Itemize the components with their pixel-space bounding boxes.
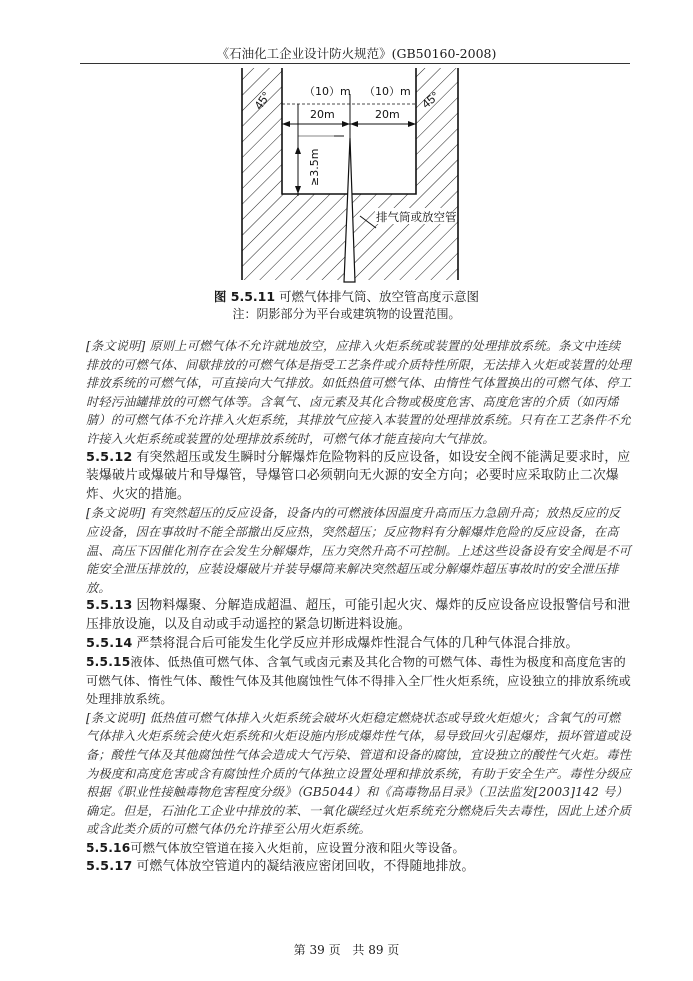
explanation-paragraph: [条文说明] 低热值可燃气体排入火炬系统会破坏火炬稳定燃烧状态或导致火炬熄火；含氧气的可燃气体排入火炬系统会使火炬系统和火炬设施内形成爆炸性气体，易导致回火引起爆炸，损坏管道或设备；酸性气体及其他腐蚀性气体会造成大气污染、管道和设备的腐蚀，宜设独立的酸性气火炬。毒性为极度和高度危害或含有腐蚀性介质的气体独立设置处理和排放系统，有助于安全生产。毒性分级应根据《职业性接触毒物危害程度分级》（GB5044）和《高毒物品目录》（卫法监发[2003]142 号）确定。但是，石油化工企业中排放的苯、一氧化碳经过火炬系统充分燃烧后失去毒性，因此上述介质或含此类介质的可燃气体仍允许排至公用火炬系统。 bbox=[86, 710, 632, 837]
clause-number: 5.5.17 bbox=[86, 858, 133, 874]
figure-caption bbox=[0, 287, 693, 305]
body-text bbox=[86, 337, 632, 876]
page-number: 第 39 页 bbox=[293, 943, 341, 957]
stack-height-diagram bbox=[240, 66, 460, 284]
clause-text: 严禁将混合后可能发生化学反应并形成爆炸性混合气体的几种气体混合排放。 bbox=[136, 635, 579, 651]
page-footer bbox=[0, 941, 693, 958]
clause-text: 可燃气体放空管道内的凝结液应密闭回收，不得随地排放。 bbox=[136, 858, 475, 874]
clause-number: 5.5.16 bbox=[86, 841, 131, 856]
height-label: ≥3.5m bbox=[308, 148, 321, 186]
figure-number: 图 5.5.11 bbox=[213, 289, 276, 304]
clause-paragraph bbox=[86, 858, 632, 877]
angle-label-left: 45° bbox=[251, 89, 274, 113]
clause-text: 可燃气体放空管道在接入火炬前，应设置分液和阻火等设备。 bbox=[130, 841, 465, 856]
page-total: 共 89 页 bbox=[352, 943, 400, 957]
figure-title: 可燃气体排气筒、放空管高度示意图 bbox=[279, 289, 480, 304]
angle-label-right: 45° bbox=[418, 88, 442, 112]
distance-label-left: （10）m bbox=[304, 85, 351, 98]
clause-text: 液体、低热值可燃气体、含氧气或卤元素及其化合物的可燃气体、毒性为极度和高度危害的可燃气体、惰性气体、酸性气体及其他腐蚀性气体不得排入全厂性火炬系统，应设独立的排放系统或处理排放系统。 bbox=[86, 655, 632, 707]
page-header: 《石油化工企业设计防火规范》(GB50160-2008) bbox=[216, 46, 497, 61]
clause-number: 5.5.12 bbox=[86, 449, 133, 465]
header-rule bbox=[80, 63, 630, 64]
clause-text: 因物料爆聚、分解造成超温、超压，可能引起火灾、爆炸的反应设备应设报警信号和泄压排放设施，以及自动或手动遥控的紧急切断进料设施。 bbox=[86, 598, 631, 632]
clause-text: 有突然超压或发生瞬时分解爆炸危险物料的反应设备，如设安全阀不能满足要求时，应装爆破片或爆破片和导爆管，导爆管口必须朝向无火源的安全方向；必要时应采取防止二次爆炸、火灾的措施。 bbox=[86, 449, 631, 502]
clause-paragraph bbox=[86, 597, 632, 634]
clause-paragraph bbox=[86, 653, 632, 709]
width-label-right: 20m bbox=[375, 108, 400, 121]
pipe-label: 排气筒或放空管 bbox=[376, 210, 457, 224]
explanation-paragraph: [条文说明] 原则上可燃气体不允许就地放空，应排入火炬系统或装置的处理排放系统。条文中连续排放的可燃气体、间歇排放的可燃气体是指受工艺条件或介质特性所限，无法排入火炬或装置的处理排放系统的可燃气体，可直接向大气排放。如低热值可燃气体、由惰性气体置换出的可燃气体、停工时轻污油罐排放的可燃气体等。含氧气、卤元素及其化合物或极度危害、高度危害的介质（如丙烯腈）的可燃气体不允许排入火炬系统，其排放气应接入本装置的处理排放系统。只有在工艺条件不允许接入火炬系统或装置的处理排放系统时，可燃气体才能直接向大气排放。 bbox=[86, 339, 632, 446]
clause-paragraph bbox=[86, 839, 632, 858]
figure-note: 注：阴影部分为平台或建筑物的设置范围。 bbox=[232, 307, 461, 321]
explanation-paragraph: [条文说明] 有突然超压的反应设备，设备内的可燃液体因温度升高而压力急剧升高；放热反应的反应设备，因在事故时不能全部撤出反应热，突然超压；反应物料有分解爆炸危险的反应设备，在高温、高压下因催化剂存在会发生分解爆炸，压力突然升高不可控制。上述这些设备设有安全阀是不可能安全泄压排放的，应装设爆破片并装导爆筒来解决突然超压或分解爆炸超压事故时的安全泄压排放。 bbox=[86, 506, 632, 595]
width-label-left: 20m bbox=[310, 108, 335, 121]
clause-paragraph bbox=[86, 635, 632, 654]
clause-paragraph bbox=[86, 449, 632, 505]
clause-number: 5.5.13 bbox=[86, 598, 133, 614]
clause-number: 5.5.14 bbox=[86, 635, 133, 651]
distance-label-right: （10）m bbox=[364, 85, 411, 98]
clause-number: 5.5.15 bbox=[86, 655, 131, 670]
